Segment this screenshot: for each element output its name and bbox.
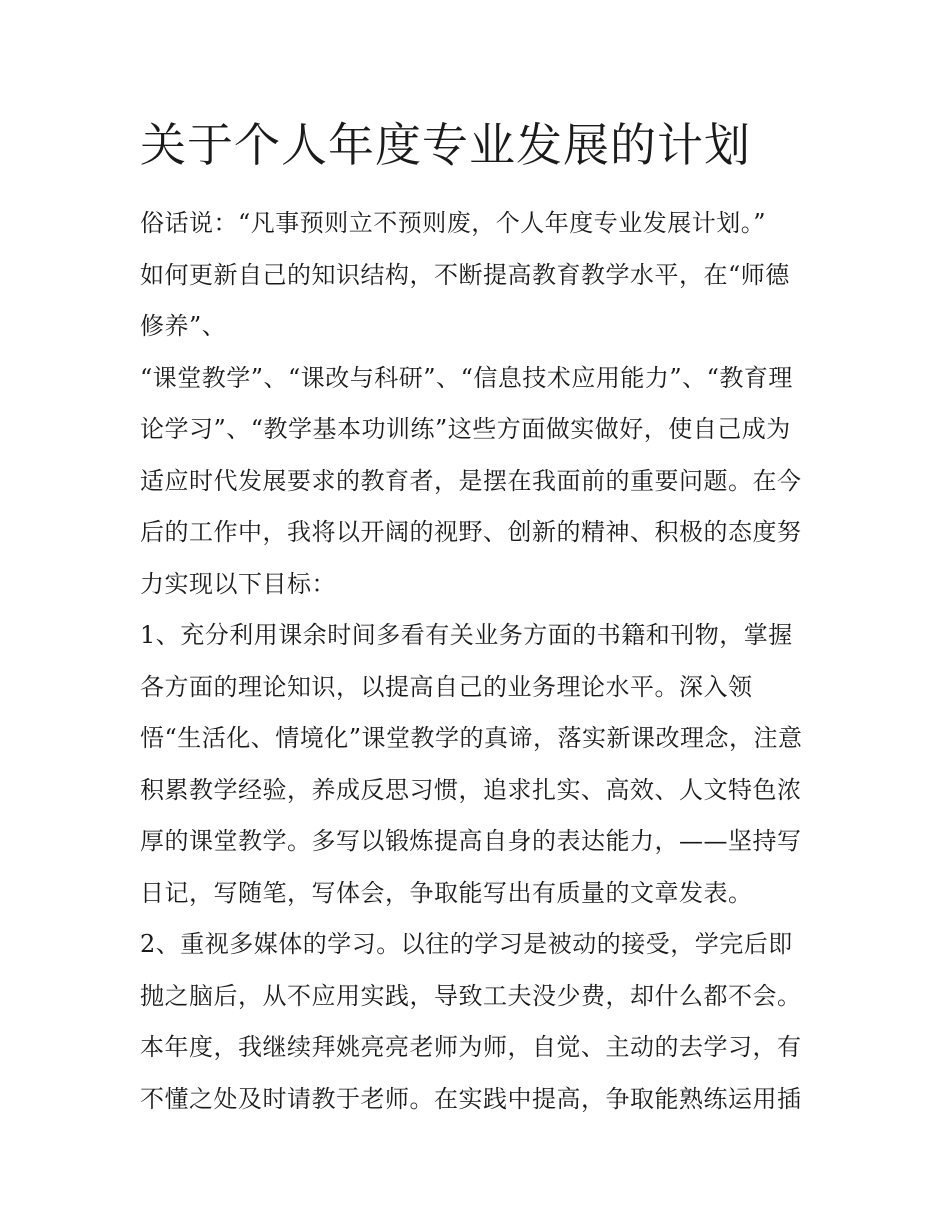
body-line: 积累教学经验，养成反思习惯，追求扎实、高效、人文特色浓 bbox=[140, 775, 802, 804]
body-line: 日记，写随笔，写体会，争取能写出有质量的文章发表。 bbox=[140, 878, 753, 907]
body-line: 修养”、 bbox=[140, 312, 227, 340]
body-line: 不懂之处及时请教于老师。在实践中提高，争取能熟练运用插 bbox=[140, 1084, 802, 1113]
body-line: 适应时代发展要求的教育者，是摆在我面前的重要问题。在今 bbox=[140, 466, 802, 495]
body-line: 抛之脑后，从不应用实践，导致工夫没少费，却什么都不会。 bbox=[140, 981, 802, 1010]
body-line: 后的工作中，我将以开阔的视野、创新的精神、积极的态度努 bbox=[140, 518, 802, 546]
document-title: 关于个人年度专业发展的计划 bbox=[140, 118, 751, 172]
body-line: 论学习”、“教学基本功训练”这些方面做实做好，使自己成为 bbox=[140, 415, 791, 443]
document-body bbox=[140, 198, 820, 1125]
body-line: 2、重视多媒体的学习。以往的学习是被动的接受，学完后即 bbox=[140, 930, 793, 958]
body-line: 悟“生活化、情境化”课堂教学的真谛，落实新课改理念，注意 bbox=[140, 724, 803, 752]
body-line: 俗话说：“凡事预则立不预则废，个人年度专业发展计划。” bbox=[140, 209, 767, 237]
body-line: 如何更新自己的知识结构，不断提高教育教学水平，在“师德 bbox=[140, 260, 790, 289]
body-line: 本年度，我继续拜姚亮亮老师为师，自觉、主动的去学习，有 bbox=[140, 1033, 802, 1061]
body-line: 各方面的理论知识，以提高自己的业务理论水平。深入领 bbox=[140, 672, 753, 701]
body-line: “课堂教学”、“课改与科研”、“信息技术应用能力”、“教育理 bbox=[140, 363, 793, 392]
body-line: 力实现以下目标： bbox=[140, 569, 336, 598]
body-line: 1、充分利用课余时间多看有关业务方面的书籍和刊物，掌握 bbox=[140, 621, 793, 649]
document-page bbox=[140, 110, 820, 1125]
body-line: 厚的课堂教学。多写以锻炼提高自身的表达能力，——坚持写 bbox=[140, 827, 802, 855]
